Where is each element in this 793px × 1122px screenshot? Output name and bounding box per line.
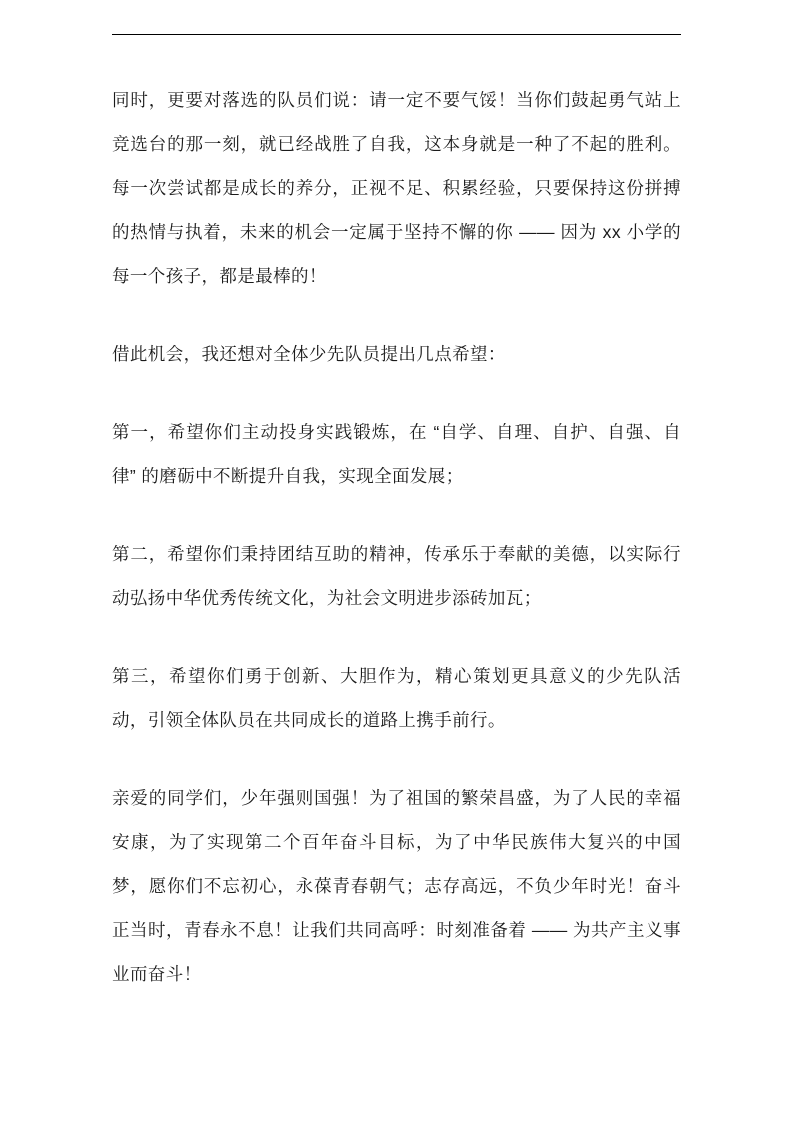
paragraph: 同时，更要对落选的队员们说：请一定不要气馁！当你们鼓起勇气站上竞选台的那一刻，就已经战胜了自我，这本身就是一种了不起的胜利。每一次尝试都是成长的养分，正视不足、积累经验，只要保持这份拼搏的热情与执着，未来的机会一定属于坚持不懈的你 —— 因为 xx 小学的每一个孩子，都是最棒的！ bbox=[112, 90, 681, 286]
paragraph: 亲爱的同学们，少年强则国强！为了祖国的繁荣昌盛，为了人民的幸福安康，为了实现第二个百年奋斗目标，为了中华民族伟大复兴的中国梦，愿你们不忘初心，永葆青春朝气；志存高远，不负少年时光！奋斗正当时，青春永不息！让我们共同高呼：时刻准备着 —— 为共产主义事业而奋斗！ bbox=[112, 788, 681, 984]
page-top-rule bbox=[112, 34, 681, 35]
paragraph: 第二，希望你们秉持团结互助的精神，传承乐于奉献的美德，以实际行动弘扬中华优秀传统文化，为社会文明进步添砖加瓦； bbox=[112, 544, 681, 608]
paragraph: 第一，希望你们主动投身实践锻炼，在 “自学、自理、自护、自强、自律” 的磨砺中不断提升自我，实现全面发展； bbox=[112, 422, 681, 486]
paragraph: 第三，希望你们勇于创新、大胆作为，精心策划更具意义的少先队活动，引领全体队员在共同成长的道路上携手前行。 bbox=[112, 666, 681, 730]
document-body bbox=[112, 78, 681, 996]
paragraph: 借此机会，我还想对全体少先队员提出几点希望： bbox=[112, 344, 506, 364]
